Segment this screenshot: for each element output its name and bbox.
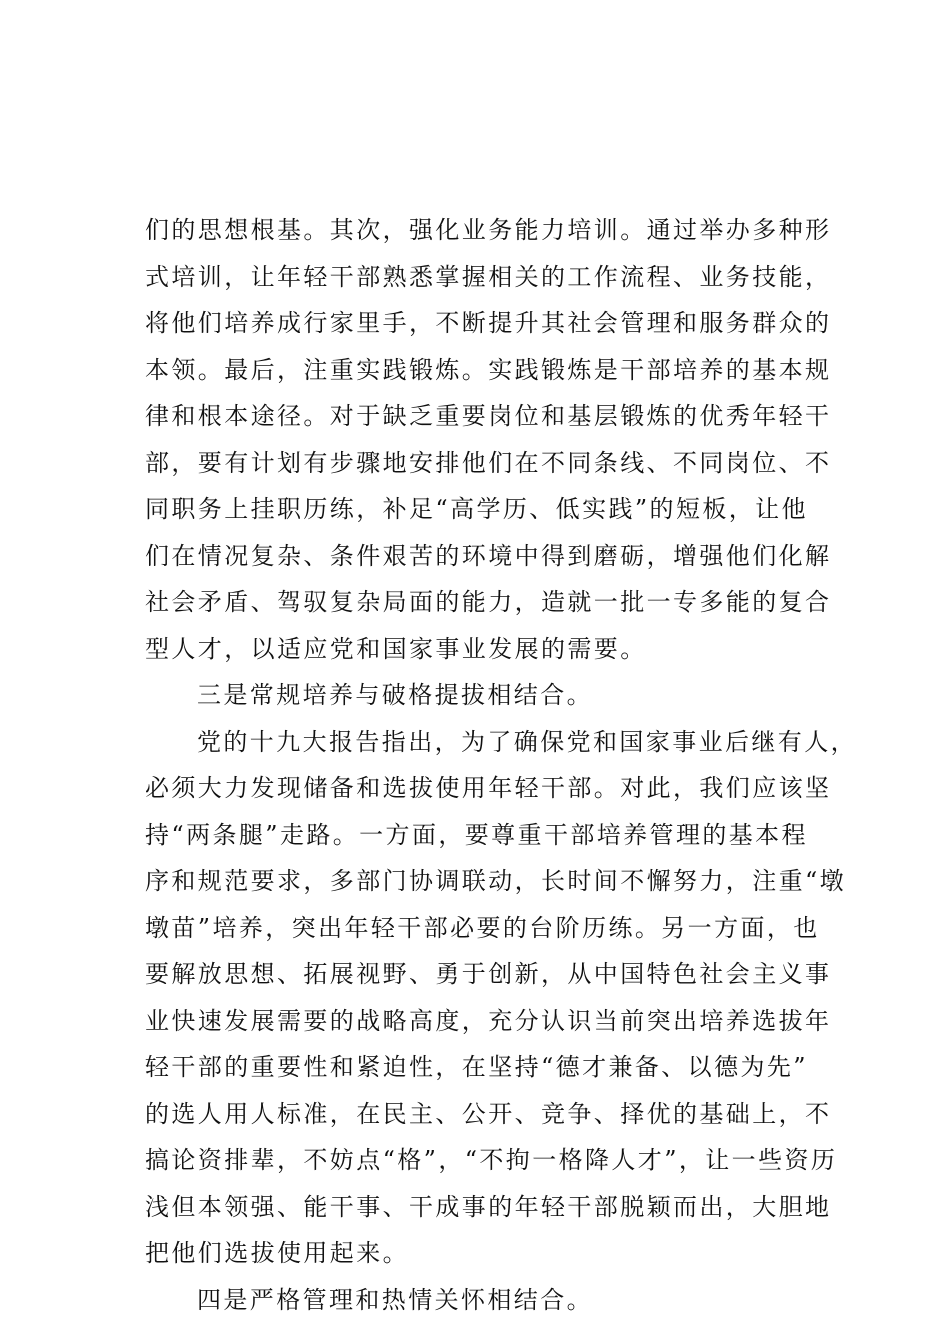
text-line: 式培训，让年轻干部熟悉掌握相关的工作流程、业务技能， [145, 262, 832, 291]
text-line: 型人才，以适应党和国家事业发展的需要。 [145, 634, 647, 663]
text-line: 墩苗”培养，突出年轻干部必要的台阶历练。另一方面，也 [145, 913, 820, 942]
text-line: 持“两条腿”走路。一方面，要尊重干部培养管理的基本程 [145, 820, 808, 849]
text-line: 序和规范要求，多部门协调联动，长时间不懈努力，注重“墩 [145, 867, 847, 895]
text-line: 轻干部的重要性和紧迫性，在坚持“德才兼备、以德为先” [145, 1053, 808, 1081]
text-line: 本领。最后，注重实践锻炼。实践锻炼是干部培养的基本规 [145, 355, 832, 384]
text-line: 必须大力发现储备和选拔使用年轻干部。对此，我们应该坚 [145, 774, 832, 802]
text-line: 们在情况复杂、条件艰苦的环境中得到磨砺，增强他们化解 [145, 541, 832, 570]
text-line: 的选人用人标准，在民主、公开、竞争、择优的基础上，不 [145, 1099, 832, 1128]
paragraph-first-line: 四是严格管理和热情关怀相结合。 [197, 1285, 593, 1314]
text-line: 们的思想根基。其次，强化业务能力培训。通过举办多种形 [145, 216, 832, 244]
text-line: 将他们培养成行家里手，不断提升其社会管理和服务群众的 [145, 309, 832, 337]
text-line: 社会矛盾、驾驭复杂局面的能力，造就一批一专多能的复合 [145, 588, 832, 616]
text-line: 业快速发展需要的战略高度，充分认识当前突出培养选拔年 [145, 1006, 832, 1035]
text-line: 律和根本途径。对于缺乏重要岗位和基层锻炼的优秀年轻干 [145, 402, 832, 430]
paragraph-first-line: 党的十九大报告指出，为了确保党和国家事业后继有人， [197, 727, 857, 756]
text-line: 同职务上挂职历练，补足“高学历、低实践”的短板，让他 [145, 495, 808, 523]
body-text [145, 207, 865, 1323]
text-line: 部，要有计划有步骤地安排他们在不同条线、不同岗位、不 [145, 448, 832, 477]
text-line: 搞论资排辈，不妨点“格”，“不拘一格降人才”，让一些资历 [145, 1146, 838, 1174]
text-line: 把他们选拔使用起来。 [145, 1239, 409, 1267]
text-line: 浅但本领强、能干事、干成事的年轻干部脱颖而出，大胆地 [145, 1192, 832, 1221]
text-line: 要解放思想、拓展视野、勇于创新，从中国特色社会主义事 [145, 960, 832, 988]
paragraph-first-line: 三是常规培养与破格提拔相结合。 [197, 681, 593, 709]
